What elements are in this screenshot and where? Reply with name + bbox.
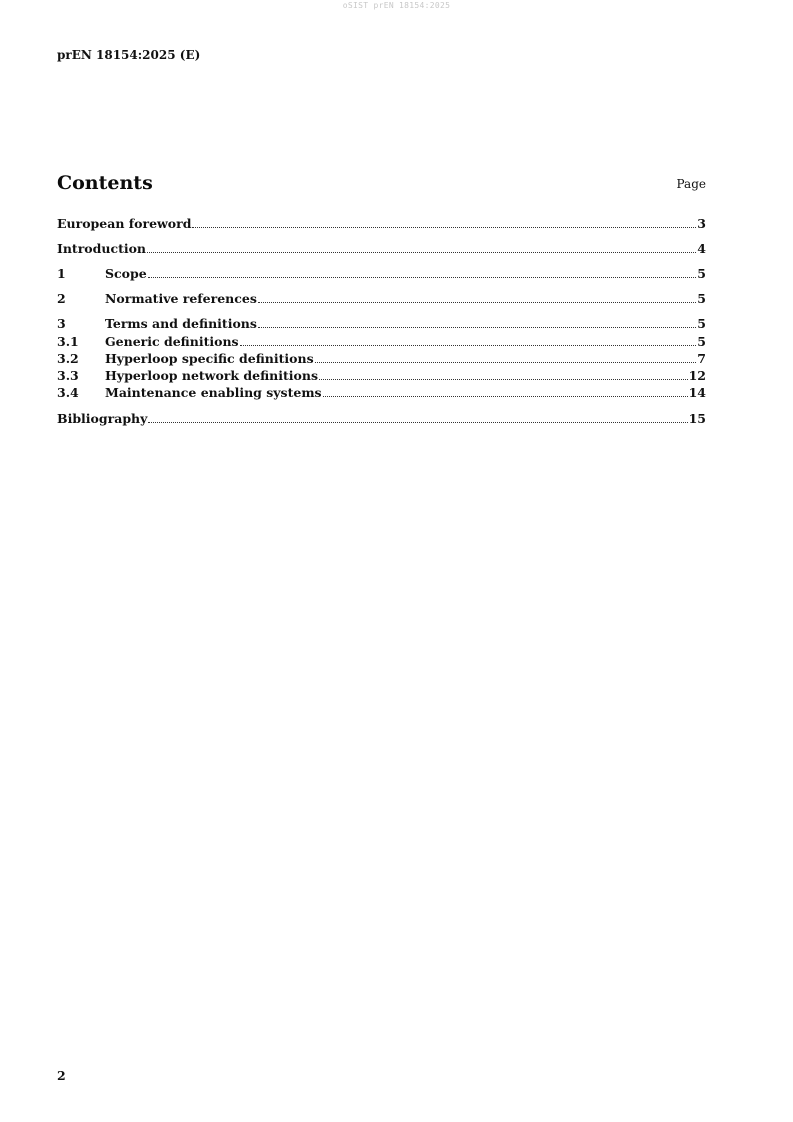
toc-entry-title: Maintenance enabling systems	[105, 385, 322, 400]
toc-entry-scope[interactable]	[57, 266, 706, 282]
toc-entry-hyperloop-specific-definitions[interactable]	[57, 351, 706, 367]
toc-entry-page: 12	[688, 368, 706, 383]
toc-entry-number: 3.2	[57, 351, 79, 366]
toc-entry-number: 3	[57, 316, 66, 331]
toc-entry-maintenance-enabling-systems[interactable]	[57, 385, 706, 401]
contents-heading-row	[57, 172, 706, 198]
toc-entry-number: 3.3	[57, 368, 79, 383]
page-column-label: Page	[676, 177, 706, 191]
toc-entry-normative-references[interactable]	[57, 291, 706, 307]
toc-entry-page: 7	[697, 351, 706, 366]
toc-entry-page: 3	[697, 216, 706, 231]
toc-entry-bibliography[interactable]	[57, 411, 706, 427]
toc-entry-page: 4	[697, 241, 706, 256]
footer-page-number: 2	[57, 1068, 66, 1083]
toc-entry-page: 14	[688, 385, 706, 400]
toc-entry-title: Normative references	[105, 291, 257, 306]
toc-entry-european-foreword[interactable]	[57, 216, 706, 232]
toc-entry-page: 5	[697, 316, 706, 331]
watermark: oSIST prEN 18154:2025	[342, 1, 451, 10]
toc-entry-number: 3.4	[57, 385, 79, 400]
dot-leader	[258, 326, 696, 328]
toc-entry-page: 5	[697, 334, 706, 349]
toc-entry-title: Generic definitions	[105, 334, 239, 349]
dot-leader	[240, 344, 697, 346]
dot-leader	[148, 421, 687, 423]
toc-entry-number: 3.1	[57, 334, 79, 349]
toc-entry-title: Hyperloop network definitions	[105, 368, 318, 383]
contents-title: Contents	[57, 172, 153, 194]
toc-entry-title: Introduction	[57, 241, 147, 256]
toc-entry-title: Scope	[105, 266, 147, 281]
toc-entry-generic-definitions[interactable]	[57, 334, 706, 350]
toc-entry-number: 1	[57, 266, 66, 281]
dot-leader	[319, 378, 688, 380]
toc-entry-page: 5	[697, 266, 706, 281]
dot-leader	[258, 301, 696, 303]
toc-entry-title: Bibliography	[57, 411, 148, 426]
toc-entry-page: 15	[688, 411, 706, 426]
dot-leader	[192, 226, 696, 228]
toc-entry-hyperloop-network-definitions[interactable]	[57, 368, 706, 384]
toc-entry-page: 5	[697, 291, 706, 306]
toc-entry-terms-and-definitions[interactable]	[57, 316, 706, 332]
dot-leader	[148, 276, 697, 278]
toc-entry-title: Terms and definitions	[105, 316, 257, 331]
toc-entry-introduction[interactable]	[57, 241, 706, 257]
toc-entry-number: 2	[57, 291, 66, 306]
dot-leader	[147, 251, 696, 253]
dot-leader	[323, 395, 688, 397]
toc-entry-title: European foreword	[57, 216, 192, 231]
dot-leader	[315, 361, 697, 363]
document-id: prEN 18154:2025 (E)	[57, 48, 201, 62]
toc-entry-title: Hyperloop specific definitions	[105, 351, 314, 366]
